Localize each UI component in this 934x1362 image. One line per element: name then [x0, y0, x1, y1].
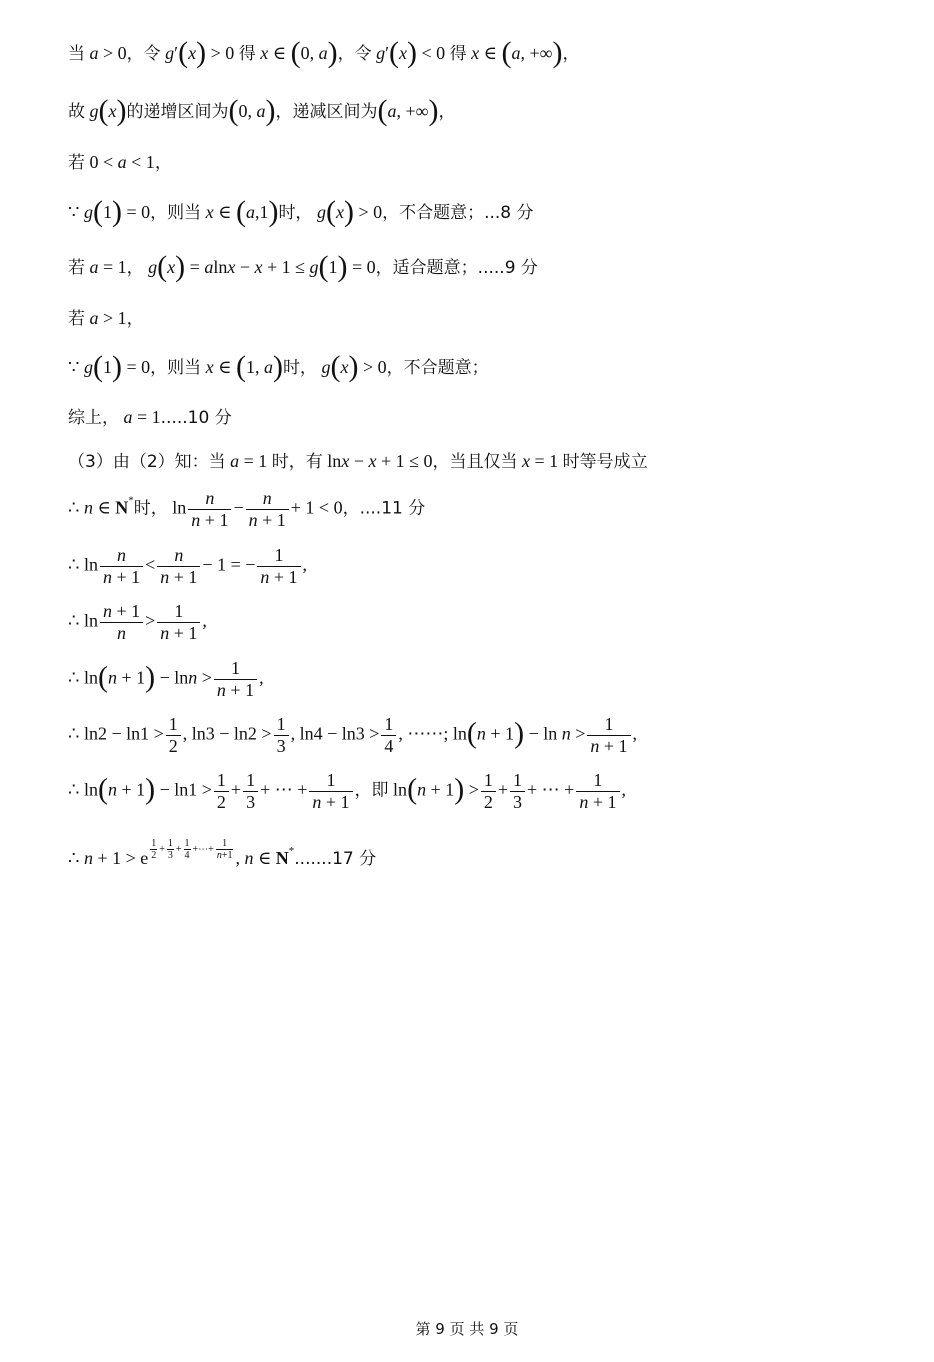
- summary-label: 综上，: [68, 408, 119, 428]
- line-15: ∴ ln(n + 1) − ln1 > $\frac{1}{2}$ + $\frac{1}{3}$ + ⋯ + $\frac{1}{n + 1}$ ，即 ln(n + 1) > $\frac{1}{2}$ + $\frac{1}{3}$ + ⋯ + $\frac{1}{n + 1}$ ,: [68, 770, 626, 812]
- score-mark-10: .....10 分: [160, 408, 232, 428]
- line-4: ∵ g(1) = 0，则当 x ∈ (a,1)时， g(x) > 0，不合题意；...8 分: [68, 195, 534, 228]
- fit-text: 适合题意: [392, 258, 461, 278]
- not-fit-text-2: 不合题意: [403, 358, 472, 378]
- not-fit-text-1: 不合题意: [399, 203, 468, 223]
- line-7: ∵ g(1) = 0，则当 x ∈ (1, a)时， g(x) > 0，不合题意；: [68, 350, 489, 383]
- line-1: 当 a > 0，令 g′(x) > 0 得 x ∈ (0, a)，令 g′(x) < 0 得 x ∈ (a, +∞)，: [68, 36, 580, 69]
- line-13: ∴ ln(n + 1) − lnn > $\frac{1}{n + 1}$ ,: [68, 658, 264, 700]
- line-2: 故 g(x)的递增区间为(0, a)，递减区间为(a, +∞)，: [68, 94, 456, 127]
- line-11: ∴ ln $\frac{n}{n + 1}$ < $\frac{n}{n + 1}$ − 1 = − $\frac{1}{n + 1}$ ,: [68, 545, 308, 587]
- line-14: ∴ ln2 − ln1 > $\frac{1}{2}$ , ln3 − ln2 > $\frac{1}{3}$ , ln4 − ln3 > $\frac{1}{4}$ , ⋯⋯; ln(n + 1) − ln n > $\frac{1}{n + 1}$ ,: [68, 714, 638, 756]
- score-mark-8: ...8 分: [484, 203, 534, 223]
- score-mark-11: ....11 分: [359, 498, 426, 519]
- line-9: （3）由（2）知：当 a = 1 时，有 lnx − x + 1 ≤ 0，当且仅当 x = 1 时等号成立: [68, 451, 648, 472]
- score-mark-17: .......17 分: [294, 848, 377, 869]
- line-12: ∴ ln $\frac{n + 1}{n}$ > $\frac{1}{n + 1}$ ,: [68, 601, 207, 643]
- line-16: ∴ n + 1 > e $\frac{1}{2}$ + $\frac{1}{3}$ + $\frac{1}{4}$ +⋯+ $\frac{1}{n+1}$ , n ∈ N*.......17 分: [68, 838, 377, 869]
- page-footer: 第 9 页 共 9 页: [415, 1320, 519, 1338]
- line-6: 若 a > 1，: [68, 308, 144, 329]
- line-3: 若 0 < a < 1，: [68, 152, 172, 173]
- line-5: 若 a = 1， g(x) = alnx − x + 1 ≤ g(1) = 0，适合题意；.....9 分: [68, 250, 538, 283]
- line-8: 综上， a = 1.....10 分: [68, 407, 232, 428]
- score-mark-9: .....9 分: [477, 258, 538, 278]
- line-10: ∴ n ∈ N*时， ln $\frac{n}{n + 1}$ − $\frac{n}{n + 1}$ + 1 < 0，....11 分: [68, 488, 426, 530]
